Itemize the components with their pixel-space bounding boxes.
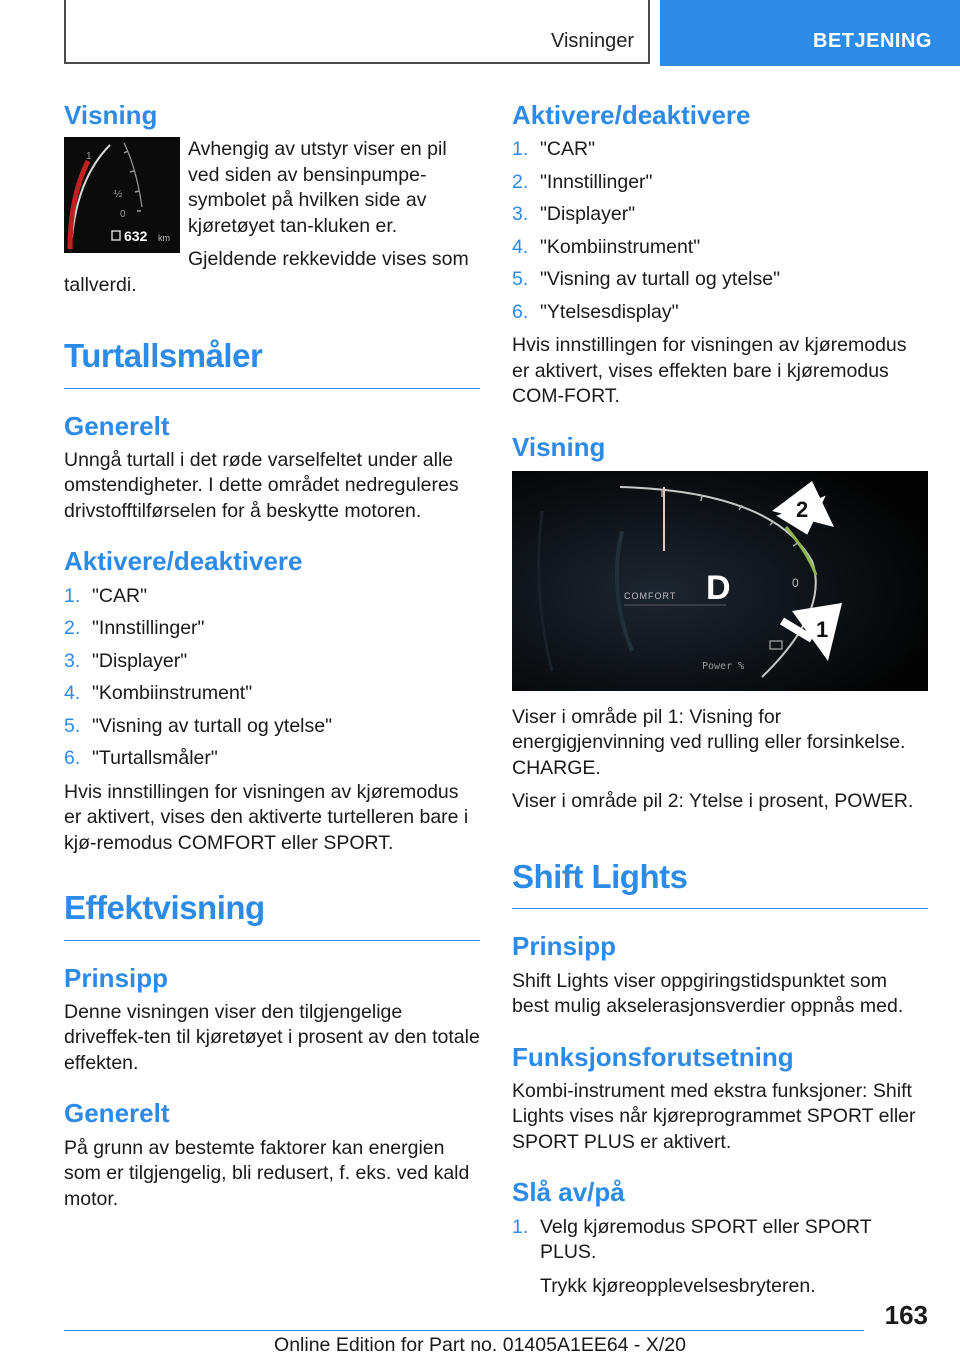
gauge-mark-half: ½ <box>114 189 123 201</box>
list-item: 3. "Displayer" <box>512 203 636 226</box>
turtall-generelt-text: Unngå turtall i det røde varselfeltet under alle omstendigheter. I dette området nedreguleres drivstofftilførselen for å beskytte motoren. <box>64 448 459 522</box>
shift-prinsipp-heading: Prinsipp <box>512 931 617 962</box>
list-item: 1. "CAR" <box>512 138 596 161</box>
power-display-image <box>512 471 928 691</box>
shift-prinsipp-text: Shift Lights viser oppgiringstidspunktet som best mulig akselerasjonsverdier oppnås med. <box>512 969 904 1018</box>
visning-block <box>64 137 480 306</box>
visning-heading: Visning <box>64 100 158 130</box>
gear-indicator: D <box>706 568 731 607</box>
turtall-steps-list <box>64 584 480 772</box>
effekt-generelt-text: På grunn av bestemte faktorer kan energien som er tilgjengelig, bli redusert, f. eks. ved kald motor. <box>64 1136 470 1210</box>
ytelse-caption-1: Viser i område pil 1: Visning for energigjenvinning ved rulling eller forsinkelse. CHARGE. <box>512 705 906 779</box>
fuel-gauge-graphic <box>64 137 180 253</box>
effekt-prinsipp-text: Denne visningen viser den tilgjengelige driveffek-ten til kjøretøyet i prosent av den totale effekten. <box>64 1000 480 1074</box>
ytelse-visning-heading: Visning <box>512 431 606 462</box>
arrow-1-number: 1 <box>816 616 829 642</box>
footer-edition: Online Edition for Part no. 01405A1EE64 - X/20 <box>274 1334 686 1356</box>
drive-mode-label: COMFORT <box>624 590 677 601</box>
visning-text-1: Avhengig av utstyr viser en pil ved siden av bensinpumpe-symbolet på hvilken side av kjøretøyet tan-kluken er. <box>188 138 447 237</box>
list-item: 6. "Turtallsmåler" <box>64 747 218 770</box>
gauge-mark-0: 0 <box>120 209 126 221</box>
page-header <box>0 0 960 66</box>
fuel-gauge-image <box>64 137 180 253</box>
ytelse-note: Hvis innstillingen for visningen av kjøremodus er aktivert, vises effekten bare i kjøremodus COM-FORT. <box>512 334 907 408</box>
power-percent-label: Power % <box>702 660 745 672</box>
shift-step-extra: Trykk kjøreopplevelsesbryteren. <box>540 1274 816 1297</box>
arrow-2-number: 2 <box>796 496 809 522</box>
range-unit: km <box>158 233 170 244</box>
shift-lights-heading: Shift Lights <box>512 857 928 910</box>
turtall-aktiv-heading: Aktivere/deaktivere <box>64 546 303 577</box>
visning-text-2: Gjeldende rekkevidde vises som tallverdi. <box>64 248 469 296</box>
header-chapter-tab <box>660 0 960 66</box>
footer-divider <box>64 1330 864 1331</box>
list-item: 2. "Innstillinger" <box>64 617 205 640</box>
effekt-generelt-heading: Generelt <box>64 1098 170 1129</box>
list-item: 2. "Innstillinger" <box>512 170 653 193</box>
effekt-heading: Effektvisning <box>64 888 480 941</box>
header-section-title: Visninger <box>550 30 634 52</box>
list-item: 3. "Displayer" <box>64 649 188 672</box>
ytelse-steps-list <box>512 137 928 325</box>
list-item: 5. "Visning av turtall og ytelse" <box>512 268 781 291</box>
turtall-generelt-heading: Generelt <box>64 410 170 441</box>
list-item: 6. "Ytelsesdisplay" <box>512 300 679 323</box>
list-item: 1. Velg kjøremodus SPORT eller SPORT PLUS. <box>512 1215 872 1264</box>
list-item: 4. "Kombiinstrument" <box>64 682 253 705</box>
power-display-graphic <box>512 471 928 691</box>
left-column <box>64 100 480 1220</box>
effekt-prinsipp-heading: Prinsipp <box>64 962 169 993</box>
list-item: 1. "CAR" <box>64 584 148 607</box>
shift-slaa-heading: Slå av/på <box>512 1177 625 1208</box>
shift-steps-list <box>512 1215 928 1266</box>
shift-funksjon-heading: Funksjonsforutsetning <box>512 1041 794 1072</box>
list-item: 5. "Visning av turtall og ytelse" <box>64 714 333 737</box>
power-zero-mark: 0 <box>792 575 799 590</box>
turtall-heading: Turtallsmåler <box>64 336 480 389</box>
turtall-note: Hvis innstillingen for visningen av kjøremodus er aktivert, vises den aktiverte turtelleren bare i kjø-remodus COMFORT eller SPORT. <box>64 780 469 854</box>
ytelse-caption-2: Viser i område pil 2: Ytelse i prosent, POWER. <box>512 790 914 813</box>
ytelse-aktiv-heading: Aktivere/deaktivere <box>512 100 751 130</box>
range-value: 632 <box>124 228 148 245</box>
header-chapter-label: BETJENING <box>813 30 932 52</box>
shift-funksjon-text: Kombi-instrument med ekstra funksjoner: Shift Lights vises når kjøreprogrammet SPORT eller SPORT PLUS er aktivert. <box>512 1079 916 1153</box>
right-column <box>512 100 928 1307</box>
gauge-mark-1: 1 <box>86 151 92 163</box>
header-section-box <box>64 0 650 64</box>
page-number: 163 <box>884 1300 928 1330</box>
list-item: 4. "Kombiinstrument" <box>512 235 701 258</box>
